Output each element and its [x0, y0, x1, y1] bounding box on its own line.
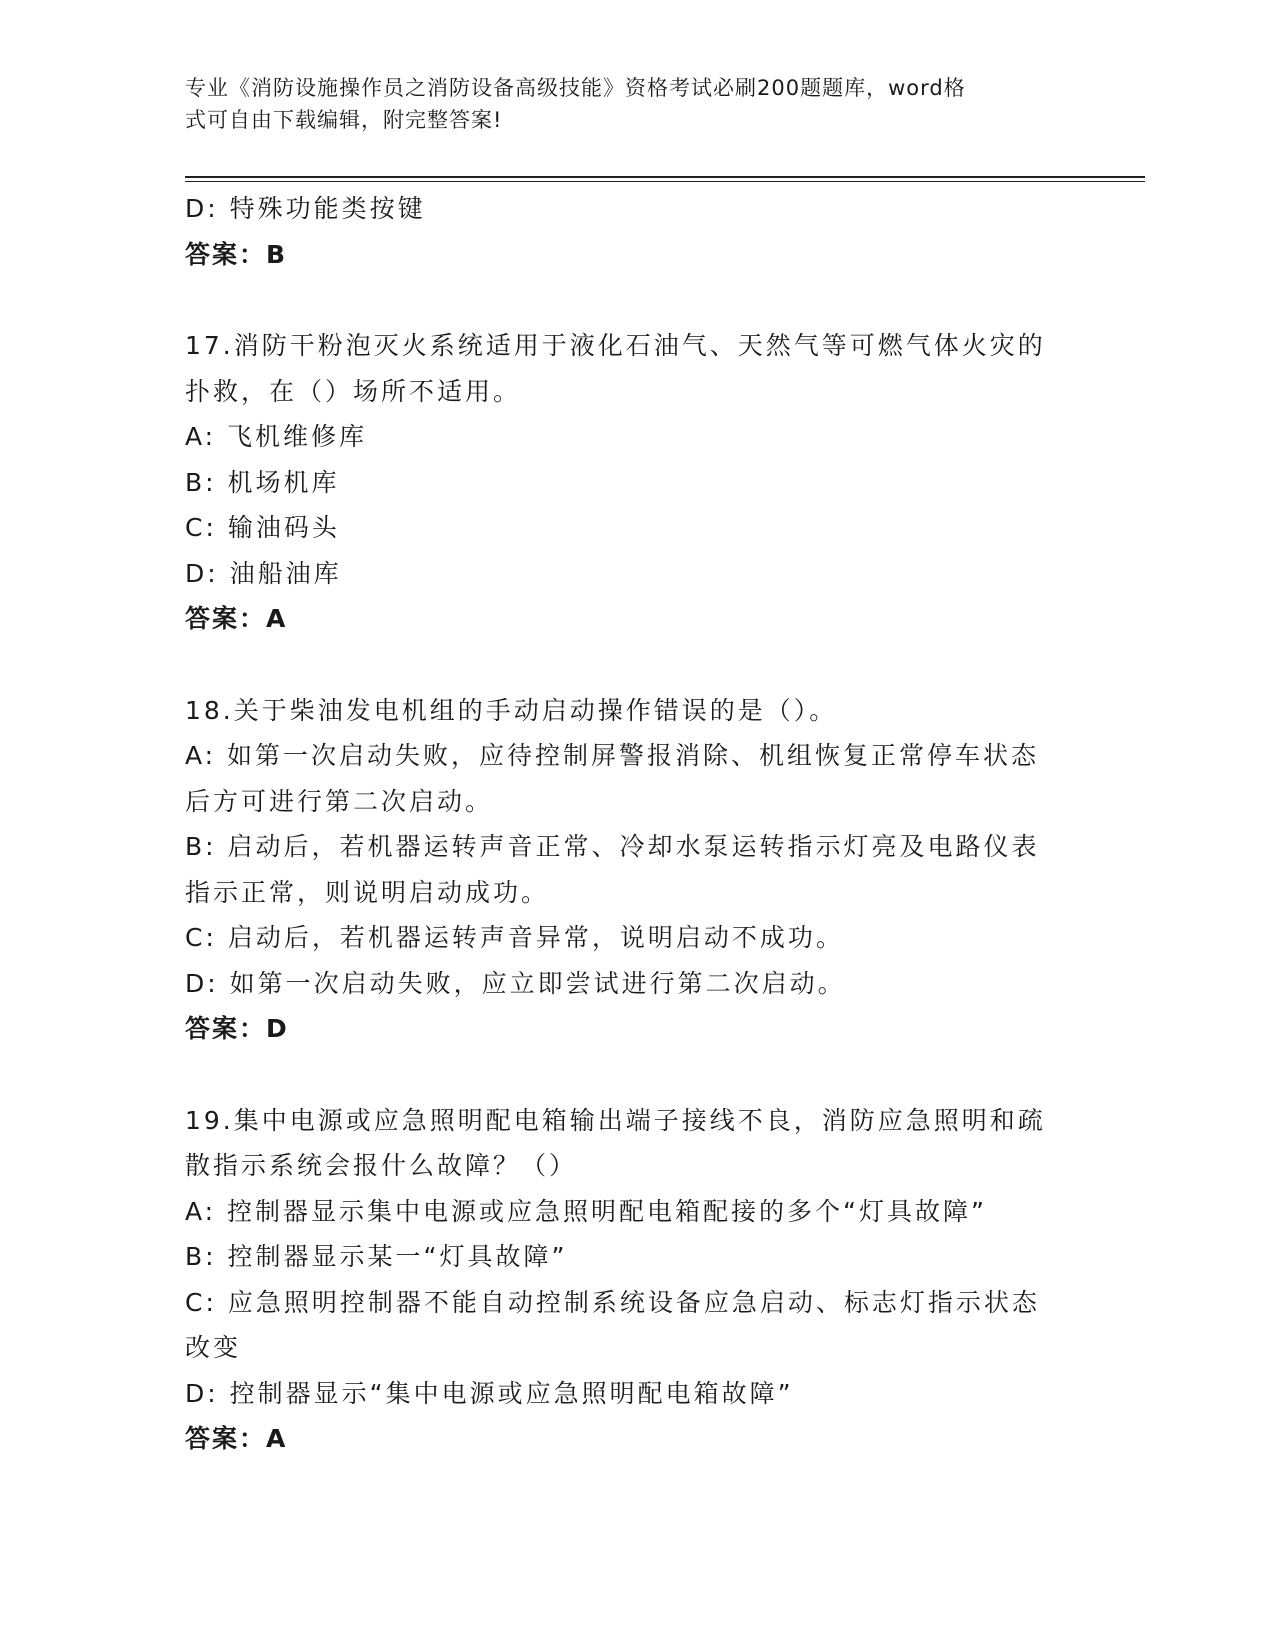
header-line-2: 式可自由下载编辑，附完整答案! [185, 108, 503, 132]
question-stem-cont: 散指示系统会报什么故障？（） [185, 1151, 578, 1180]
option-b: B: 启动后，若机器运转声音正常、冷却水泵运转指示灯亮及电路仪表 [185, 832, 1040, 861]
question-19 [185, 1098, 1085, 1462]
option-c: C: 输油码头 [185, 513, 340, 542]
option-c-cont: 改变 [185, 1333, 242, 1362]
option-c: C: 应急照明控制器不能自动控制系统设备应急启动、标志灯指示状态 [185, 1287, 1040, 1317]
option-a-cont: 后方可进行第二次启动。 [185, 786, 494, 816]
question-18 [185, 688, 1085, 1052]
option-b: B: 控制器显示某一“灯具故障” [185, 1242, 568, 1271]
option-b-cont: 指示正常，则说明启动成功。 [185, 877, 550, 907]
answer-label: 答案：B [185, 239, 288, 269]
option-a: A: 飞机维修库 [185, 422, 368, 451]
spacer [185, 642, 1085, 688]
spacer [185, 277, 1085, 323]
header-divider-thin [185, 181, 1145, 182]
question-stem: 17.消防干粉泡灭火系统适用于液化石油气、天然气等可燃气体火灾的 [185, 331, 1046, 360]
page-header [185, 72, 1065, 136]
option-b: B: 机场机库 [185, 467, 340, 497]
answer-label: 答案：D [185, 1014, 289, 1043]
question-stem: 18.关于柴油发电机组的手动启动操作错误的是（）。 [185, 695, 838, 725]
answer-label: 答案：A [185, 604, 288, 633]
option-d: D: 特殊功能类按键 [185, 194, 426, 223]
question-17 [185, 323, 1085, 642]
question-stem: 19.集中电源或应急照明配电箱输出端子接线不良，消防应急照明和疏 [185, 1105, 1046, 1135]
question-stem-cont: 扑救，在（）场所不适用。 [185, 376, 522, 406]
question-16-tail [185, 186, 1085, 277]
option-a: A: 如第一次启动失败，应待控制屏警报消除、机组恢复正常停车状态 [185, 741, 1040, 770]
option-c: C: 启动后，若机器运转声音异常，说明启动不成功。 [185, 923, 844, 952]
option-d: D: 控制器显示“集中电源或应急照明配电箱故障” [185, 1378, 794, 1408]
spacer [185, 1052, 1085, 1098]
option-d: D: 油船油库 [185, 558, 342, 588]
header-divider-thick [185, 176, 1145, 178]
option-d: D: 如第一次启动失败，应立即尝试进行第二次启动。 [185, 968, 846, 998]
header-line-1: 专业《消防设施操作员之消防设备高级技能》资格考试必刷200题题库，word格 [185, 76, 966, 100]
answer-label: 答案：A [185, 1424, 288, 1453]
question-list [185, 186, 1085, 1462]
option-a: A: 控制器显示集中电源或应急照明配电箱配接的多个“灯具故障” [185, 1196, 987, 1226]
